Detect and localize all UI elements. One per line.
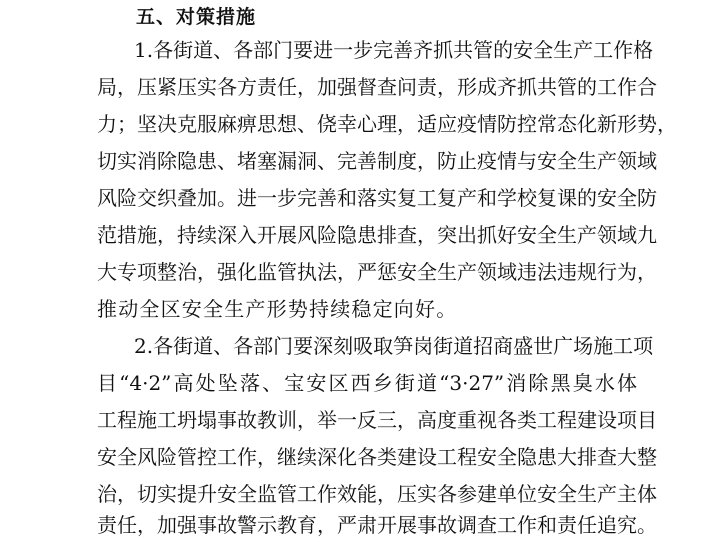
paragraph-1-line-8: 推动全区安全生产形势持续稳定向好。 bbox=[97, 297, 458, 321]
paragraph-1-line-3: 力；坚决克服麻痹思想、侥幸心理，适应疫情防控常态化新形势， bbox=[97, 112, 677, 136]
paragraph-2-line-2: 目“4·2”高处坠落、宝安区西乡街道“3·27”消除黑臭水体 bbox=[97, 371, 637, 395]
paragraph-1-line-4: 切实消除隐患、堵塞漏洞、完善制度，防止疫情与安全生产领域 bbox=[97, 149, 657, 173]
paragraph-1-line-7: 大专项整治，强化监管执法，严惩安全生产领域违法违规行为， bbox=[97, 260, 657, 284]
paragraph-2-line-5: 治，切实提升安全监管工作效能，压实各参建单位安全生产主体 bbox=[97, 482, 657, 506]
paragraph-2-line-6: 责任，加强事故警示教育，严肃开展事故调查工作和责任追究。 bbox=[97, 513, 657, 537]
paragraph-2-line-3: 工程施工坍塌事故教训，举一反三，高度重视各类工程建设项目 bbox=[97, 408, 657, 432]
paragraph-2-line-1: 2.各街道、各部门要深刻吸取笋岗街道招商盛世广场施工项 bbox=[134, 334, 654, 358]
section-heading: 五、对策措施 bbox=[136, 6, 257, 28]
paragraph-1-line-6: 范措施，持续深入开展风险隐患排查，突出抓好安全生产领域九 bbox=[97, 223, 657, 247]
paragraph-2-line-4: 安全风险管控工作，继续深化各类建设工程安全隐患大排查大整 bbox=[97, 445, 657, 469]
paragraph-1-line-2: 局，压紧压实各方责任，加强督查问责，形成齐抓共管的工作合 bbox=[97, 75, 657, 99]
paragraph-1-line-5: 风险交织叠加。进一步完善和落实复工复产和学校复课的安全防 bbox=[97, 186, 657, 210]
paragraph-1-line-1: 1.各街道、各部门要进一步完善齐抓共管的安全生产工作格 bbox=[134, 38, 654, 62]
